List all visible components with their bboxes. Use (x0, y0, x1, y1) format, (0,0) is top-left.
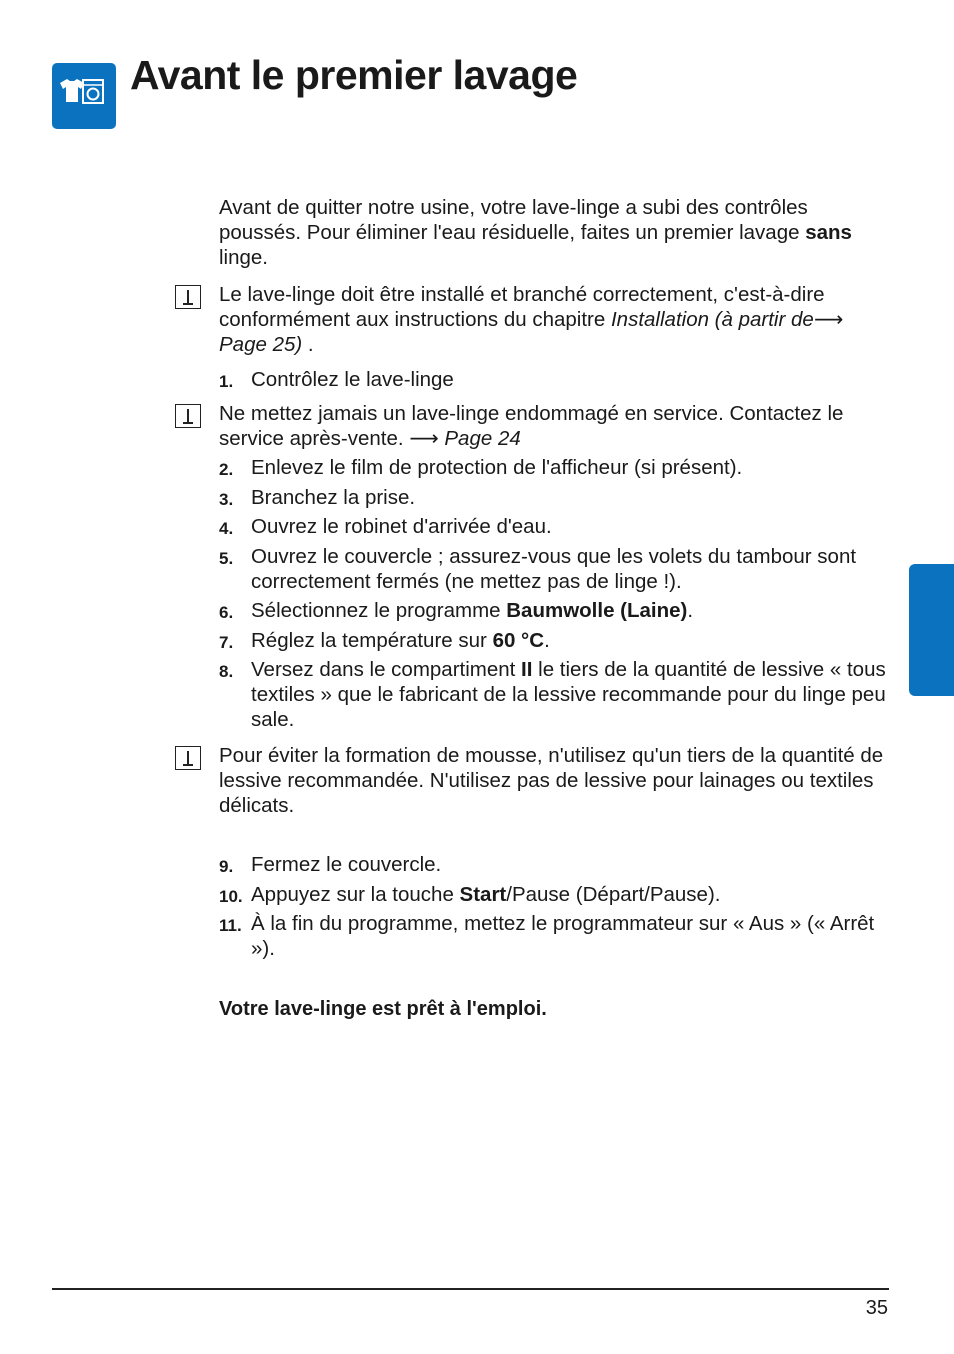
step-number: 10. (219, 886, 243, 906)
page-number: 35 (865, 1297, 888, 1319)
step-item: 8. Versez dans le compartiment II le tiers de la quantité de lessive « tous textiles » que le fabricant de la lessive recommande pour du linge peu sale. (219, 658, 886, 731)
step-item: 1. Contrôlez le lave-linge (219, 367, 889, 392)
washing-machine-icon (52, 63, 116, 129)
step-number: 2. (219, 460, 234, 479)
step-number: 7. (219, 632, 234, 652)
info-note: Le lave-linge doit être installé et branché correctement, c'est-à-dire conformément aux instructions du chapitre Installation (à partir de⟶ Page 25) . (219, 282, 889, 357)
step-item: 7. Réglez la température sur 60 °C. (219, 628, 889, 653)
info-note: Pour éviter la formation de mousse, n'utilisez qu'un tiers de la quantité de lessive recommandée. N'utilisez pas de lessive pour lainages ou textiles délicats. (219, 743, 889, 818)
step-item: 2. Enlevez le film de protection de l'afficheur (si présent). (219, 455, 889, 480)
step-number: 6. (219, 603, 234, 622)
info-icon (175, 285, 201, 309)
info-note: Ne mettez jamais un lave-linge endommagé en service. Contactez le service après-vente. ⟶ Page 24 (219, 401, 889, 451)
shirt-and-machine-icon (56, 75, 112, 115)
step-item: 4. Ouvrez le robinet d'arrivée d'eau. (219, 514, 889, 539)
final-statement: Votre lave-linge est prêt à l'emploi. (219, 998, 547, 1020)
step-number: 11. (219, 916, 242, 935)
step-number: 8. (219, 662, 234, 681)
main-content (219, 195, 889, 1022)
section-tab (909, 564, 954, 696)
arrow-icon: ⟶ (813, 308, 844, 331)
intro-bold-word: sans (805, 221, 852, 244)
arrow-icon: ⟶ (409, 427, 439, 450)
step-number: 9. (219, 857, 234, 876)
footer-divider (52, 1288, 889, 1290)
step-item: 9. Fermez le couvercle. (219, 852, 889, 877)
step-item: 3. Branchez la prise. (219, 485, 889, 510)
step-number: 5. (219, 548, 234, 568)
info-icon (175, 404, 201, 428)
step-item: 6. Sélectionnez le programme Baumwolle (Laine). (219, 598, 889, 623)
info-icon (175, 746, 201, 770)
step-item: 5. Ouvrez le couvercle ; assurez-vous que les volets du tambour sont correctement fermés (ne mettez pas de linge !). (219, 544, 857, 593)
step-item: 10. Appuyez sur la touche Start/Pause (Départ/Pause). (219, 882, 889, 907)
intro-paragraph: Avant de quitter notre usine, votre lave-linge a subi des contrôles poussés. Pour éliminer l'eau résiduelle, faites un premier lavage sans linge. (219, 196, 852, 269)
page-title: Avant le premier lavage (130, 52, 578, 98)
step-number: 3. (219, 489, 234, 509)
step-item: 11. À la fin du programme, mettez le programmateur sur « Aus » (« Arrêt »). (219, 912, 875, 960)
step-number: 4. (219, 519, 234, 538)
step-number: 1. (219, 372, 234, 391)
